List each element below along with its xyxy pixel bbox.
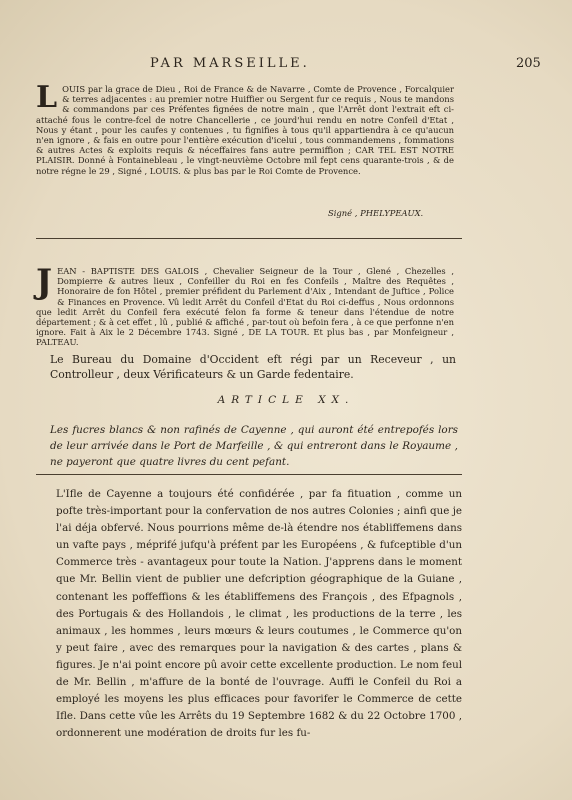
page-header [0, 56, 572, 74]
article-text: Les fucres blancs & non rafinés de Cayenne , qui auront été entrepofés lors de leur arrivée dans le Port de Marfeille , & qui entreront dans le Royaume , ne payeront que quatre livres du cent pefant. [50, 424, 458, 468]
bureau-paragraph: Le Bureau du Domaine d'Occident eft régi par un Receveur , un Controlleur , deux Vérificateurs & un Garde fedentaire. [50, 353, 456, 381]
drop-cap: L [36, 80, 58, 115]
drop-cap: J [36, 262, 53, 302]
arret-text: OUIS par la grace de Dieu , Roi de France & de Navarre , Comte de Provence , Forcalquier & terres adjacentes : au premier notre Huiffier ou Sergent fur ce requis , Nous te mandons & commandons par ces Préfentes fignées de notre main , que l'Arrêt dont l'extrait eft ci-attaché fous le contre-fcel de notre Chancellerie , ce jourd'hui rendu en notre Confeil d'Etat , Nous y étant , pour les caufes y contenues , tu fignifies à tous qu'il appartiendra à ce qu'aucun n'en ignore , & fais en outre pour l'entière exécution d'icelui , tous commandemens , fommations & autres Actes & exploits requis & néceffaires fans autre permiffion ; CAR TEL EST NOTRE PLAISIR. Donné à Fontainebleau , le vingt-neuvième Octobre mil fept cens quarante-trois , & de notre régne le 29 , Signé , LOUIS. & plus bas par le Roi Comte de Provence. [36, 84, 454, 176]
article-heading: ARTICLE XX. [217, 394, 355, 406]
arret-paragraph [36, 80, 454, 176]
divider [36, 238, 462, 239]
ordonnance-paragraph [36, 262, 454, 348]
divider [36, 474, 462, 475]
signature-phelypeaux: Signé , PHELYPEAUX. [328, 208, 424, 218]
running-title: PAR MARSEILLE. [150, 56, 310, 71]
ordonnance-text: EAN - BAPTISTE DES GALOIS , Chevalier Seigneur de la Tour , Glené , Chezelles , Dompierre & autres lieux , Confeiller du Roi en fes Confeils , Maître des Requêtes , Honoraire de fon Hôtel , premier préfident du Parlement d'Aix , Intendant de Juftice , Police & Finances en Provence. Vû ledit Arrêt du Confeil d'Etat du Roi ci-deffus , Nous ordonnons que ledit Arrêt du Confeil fera exécuté felon fa forme & teneur dans l'étendue de notre département ; & à cet effet , lû , publié & affiché , par-tout où befoin fera , à ce que perfonne n'en ignore. Fait à Aix le 2 Décembre 1743. Signé , DE LA TOUR. Et plus bas , par Monfeigneur , PALTEAU. [36, 266, 454, 348]
commentary-paragraph: L'Ifle de Cayenne a toujours été confidérée , par fa fituation , comme un pofte très-important pour la confervation de nos autres Colonies ; ainfi que je l'ai déja obfervé. Nous pourrions même de-là étendre nos établiffemens dans un vafte pays , méprifé jufqu'à préfent par les Européens , & fufceptible d'un Commerce très - avantageux pour toute la Nation. J'apprens dans le moment que Mr. Bellin vient de publier une defcription géographique de la Guiane , contenant les poffeffions & les établiffemens des François , des Efpagnols , des Portugais & des Hollandois , le climat , les productions de la terre , les animaux , les hommes , leurs mœurs & leurs coutumes , le Commerce qu'on y peut faire , avec des remarques pour la navigation & des cartes , plans & figures. Je n'ai point encore pû avoir cette excellente production. Le nom feul de Mr. Bellin , m'affure de la bonté de l'ouvrage. Auffi le Confeil du Roi a employé les moyens les plus efficaces pour favorifer le Commerce de cette Ifle. Dans cette vûe les Arrêts du 19 Septembre 1682 & du 22 Octobre 1700 , ordonnerent une modération de droits fur les fu- [56, 488, 462, 740]
page-number: 205 [516, 56, 541, 71]
